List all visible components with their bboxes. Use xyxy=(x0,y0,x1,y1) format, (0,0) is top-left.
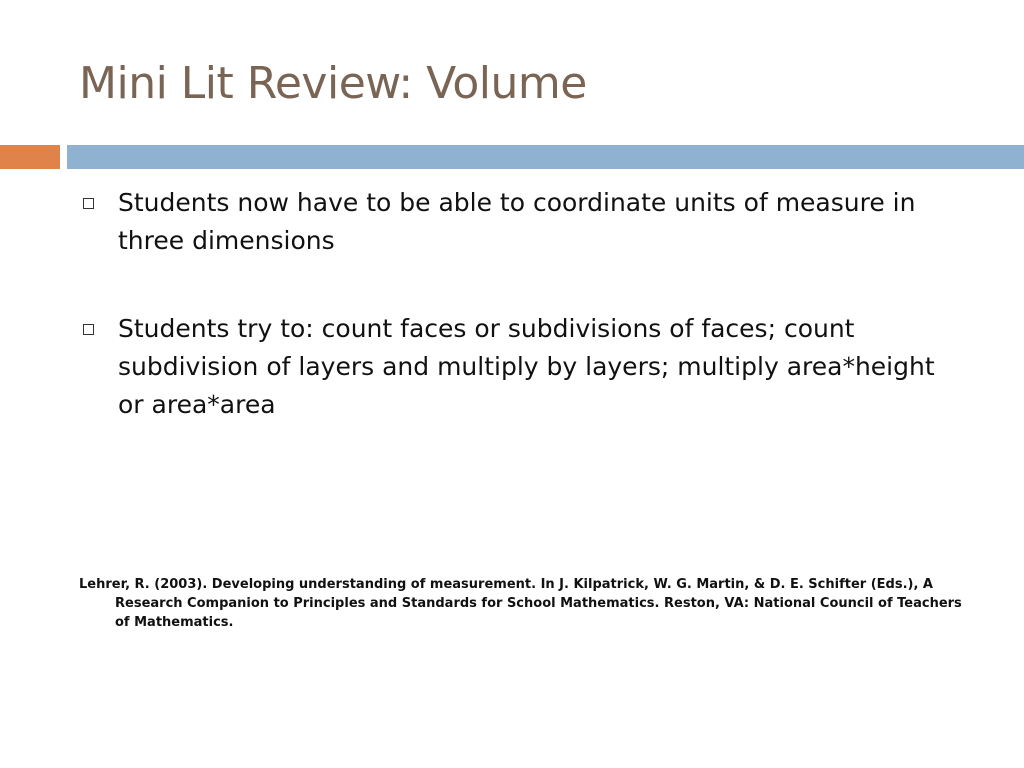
citation: Lehrer, R. (2003). Developing understanding of measurement. In J. Kilpatrick, W. G. Martin, & D. E. Schifter (Eds.), A Research Companion to Principles and Standards for School Mathematics. Reston, VA: National Council of Teachers of Mathematics. xyxy=(79,577,962,630)
bullet-text: Students try to: count faces or subdivisions of faces; count subdivision of layers and multiply by layers; multiply area*height or area*area xyxy=(118,314,935,419)
title-divider-bar xyxy=(67,145,1024,169)
bullet-item xyxy=(79,184,959,260)
title-divider-accent xyxy=(0,145,60,169)
slide-title: Mini Lit Review: Volume xyxy=(79,58,587,109)
hollow-square-icon xyxy=(83,324,94,335)
bullet-list xyxy=(79,184,959,474)
bullet-item xyxy=(79,310,959,424)
bullet-text: Students now have to be able to coordinate units of measure in three dimensions xyxy=(118,188,916,255)
hollow-square-icon xyxy=(83,198,94,209)
